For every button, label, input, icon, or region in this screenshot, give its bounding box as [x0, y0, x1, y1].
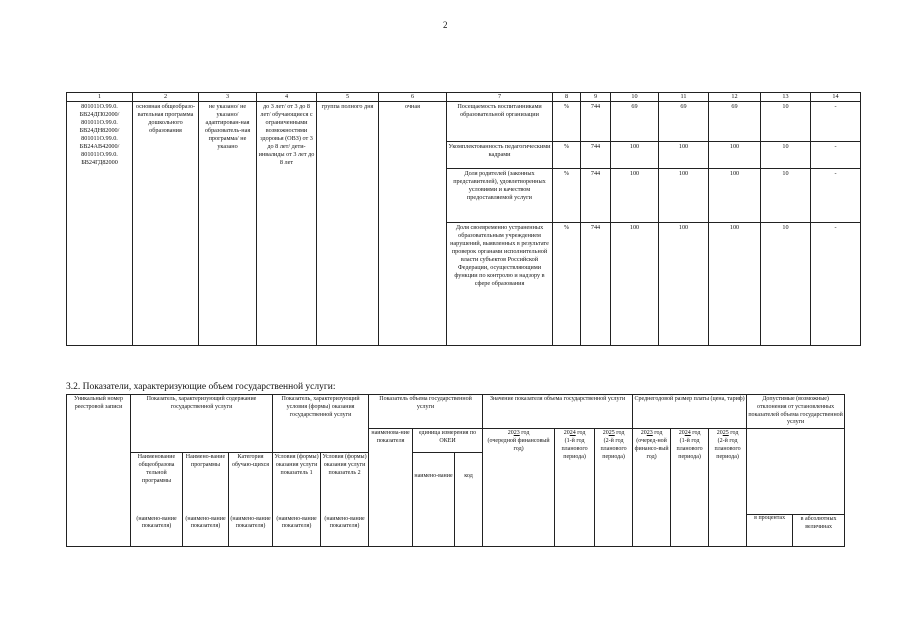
volume-indicators-table	[66, 394, 845, 547]
section-title: 3.2. Показатели, характеризующие объем государственной услуги:	[66, 382, 336, 392]
conditions-subheader: Условия (формы) оказания услуги показатель 1	[273, 453, 321, 515]
col-number: 12	[709, 93, 761, 102]
deviation-percent-header: в процентах	[747, 515, 793, 547]
year-value: 23	[513, 430, 520, 437]
year-prefix: 20	[602, 430, 609, 437]
year-suffix: год	[616, 430, 625, 437]
code-line: 801011О.99.0.	[81, 134, 118, 142]
col-number: 1	[67, 93, 133, 102]
unit-name-header: наимено-вание	[413, 453, 455, 547]
col-number: 7	[447, 93, 553, 102]
indicator-cell: Посещаемость воспитанниками образовательной организации	[447, 102, 553, 142]
abs-deviation-cell: -	[811, 223, 861, 346]
indicator-cell: Доля родителей (законных представителей), удовлетворенных условиями и качеством предоставляемой услуги	[447, 169, 553, 223]
year-value: 24	[569, 430, 576, 437]
col-number: 11	[659, 93, 709, 102]
placeholder-cell: (наимено-вание показателя)	[229, 515, 273, 547]
col-number: 13	[761, 93, 811, 102]
deviation-empty-cell	[747, 429, 845, 515]
col-number: 5	[317, 93, 379, 102]
code-line: 801011О.99.0.	[81, 150, 118, 158]
conditions-subheader: Условия (формы) оказания услуги показатель 2	[321, 453, 369, 515]
col-number: 3	[199, 93, 257, 102]
okei-cell: 744	[581, 142, 611, 169]
deviation-cell: 10	[761, 169, 811, 223]
category-cell: не указано/ не указано/ адаптирован-ная образователь-ная программа/ не указано	[199, 102, 257, 346]
year-prefix: 20	[563, 430, 570, 437]
age-cell: до 3 лет/ от 3 до 8 лет/ обучающиеся с ограниченными возможностями здоровья (ОВЗ) от 3 до 8 лет/ дети-инвалиды от 3 лет до 8 лет	[257, 102, 317, 346]
year-prefix: 20	[716, 430, 723, 437]
okei-cell: 744	[581, 223, 611, 346]
unit-code-header: код	[455, 453, 483, 547]
placeholder-cell: (наимено-вание показателя)	[183, 515, 229, 547]
code-line: БВ24ГД82000	[81, 158, 118, 166]
deviation-cell: 10	[761, 142, 811, 169]
table-row	[67, 395, 845, 429]
value-cell: 69	[611, 102, 659, 142]
conditions-header: Показатель, характеризующий условия (формы) оказания государственной услуги	[273, 395, 369, 453]
registry-code-cell	[67, 102, 133, 346]
volume-unit-header: единица измерения по ОКЕИ	[413, 429, 483, 453]
placeholder-cell: (наимено-вание показателя)	[321, 515, 369, 547]
year-suffix: год	[577, 430, 586, 437]
price-year-2-header	[671, 429, 709, 547]
price-header: Среднегодовой размер платы (цена, тариф)	[633, 395, 747, 429]
col-number: 14	[811, 93, 861, 102]
year-3-header	[595, 429, 633, 547]
year-suffix: год	[654, 430, 663, 437]
value-cell: 100	[611, 142, 659, 169]
deviation-cell: 10	[761, 223, 811, 346]
content-subheader: Наимено-вание программы	[183, 453, 229, 515]
year-suffix: год	[521, 430, 530, 437]
price-year-3-header	[709, 429, 747, 547]
col-number: 4	[257, 93, 317, 102]
value-cell: 69	[709, 102, 761, 142]
col-number: 2	[133, 93, 199, 102]
abs-deviation-cell: -	[811, 102, 861, 142]
indicator-cell: Доля своевременно устраненных образовательным учреждением нарушений, выявленных в результате проверок органами исполнительной власти субъектов Российской Федерации, осуществляющими функции по контролю и надзору в сфере образования	[447, 223, 553, 346]
unit-cell: %	[553, 223, 581, 346]
year-value: 25	[722, 430, 729, 437]
period-label: (2-й год планового периода)	[600, 437, 627, 460]
abs-deviation-cell: -	[811, 142, 861, 169]
col-number: 6	[379, 93, 447, 102]
col-number: 8	[553, 93, 581, 102]
volume-name-header: наименова-ние показателя	[369, 429, 413, 547]
year-prefix: 20	[507, 430, 514, 437]
code-line: 801011О.99.0.	[81, 118, 118, 126]
period-label: (очеред-ной финансо-вый год)	[634, 437, 669, 460]
quality-indicators-table	[66, 92, 861, 346]
unit-cell: %	[553, 102, 581, 142]
year-value: 24	[684, 430, 691, 437]
value-cell: 100	[709, 223, 761, 346]
period-label: (2-й год планового периода)	[714, 437, 741, 460]
col-number: 9	[581, 93, 611, 102]
volume-header: Показатель объема государственной услуги	[369, 395, 483, 429]
value-cell: 69	[659, 102, 709, 142]
content-header: Показатель, характеризующий содержание государственной услуги	[131, 395, 273, 453]
unit-cell: %	[553, 142, 581, 169]
unit-cell: %	[553, 169, 581, 223]
form-cell: очная	[379, 102, 447, 346]
deviation-abs-header: в абсолютных величинах	[793, 515, 845, 547]
stay-cell: группа полного дня	[317, 102, 379, 346]
program-cell: основная общеобразо-вательная программа дошкольного образования	[133, 102, 199, 346]
page-number: 2	[443, 20, 448, 30]
deviation-header: Допустимые (возможные) отклонения от установленных показателей объема государственной услуги	[747, 395, 845, 429]
value-cell: 100	[611, 169, 659, 223]
value-cell: 100	[659, 223, 709, 346]
price-year-1-header	[633, 429, 671, 547]
content-subheader: Категория обучаю-щихся	[229, 453, 273, 515]
value-cell: 100	[659, 169, 709, 223]
year-suffix: год	[692, 430, 701, 437]
placeholder-cell: (наимено-вание показателя)	[273, 515, 321, 547]
col-number: 10	[611, 93, 659, 102]
value-cell: 100	[709, 142, 761, 169]
okei-cell: 744	[581, 169, 611, 223]
period-label: (1-й год планового периода)	[561, 437, 588, 460]
period-label: (очередной финансовый год)	[487, 437, 550, 452]
column-numbers-row	[67, 93, 861, 102]
code-line: БВ24АВ42000/	[79, 142, 120, 150]
value-cell: 100	[611, 223, 659, 346]
deviation-cell: 10	[761, 102, 811, 142]
indicator-cell: Укомплектованность педагогическими кадрами	[447, 142, 553, 169]
code-line: 801011О.99.0.	[81, 103, 118, 110]
code-line: БВ24ДП02000/	[79, 110, 120, 118]
year-value: 25	[608, 430, 615, 437]
year-prefix: 20	[678, 430, 685, 437]
period-label: (1-й год планового периода)	[676, 437, 703, 460]
placeholder-cell: (наимено-вание показателя)	[131, 515, 183, 547]
year-suffix: год	[730, 430, 739, 437]
code-line: БВ24ДН82000/	[79, 126, 120, 134]
okei-cell: 744	[581, 102, 611, 142]
year-1-header	[483, 429, 555, 547]
year-value: 23	[646, 430, 653, 437]
content-subheader: Наименование общеобразова тельной программы	[131, 453, 183, 515]
values-header: Значение показателя объема государственной услуги	[483, 395, 633, 429]
table-row	[67, 102, 861, 142]
registry-header: Уникальный номер реестровой записи	[67, 395, 131, 547]
year-prefix: 20	[640, 430, 647, 437]
year-2-header	[555, 429, 595, 547]
value-cell: 100	[709, 169, 761, 223]
value-cell: 100	[659, 142, 709, 169]
abs-deviation-cell: -	[811, 169, 861, 223]
